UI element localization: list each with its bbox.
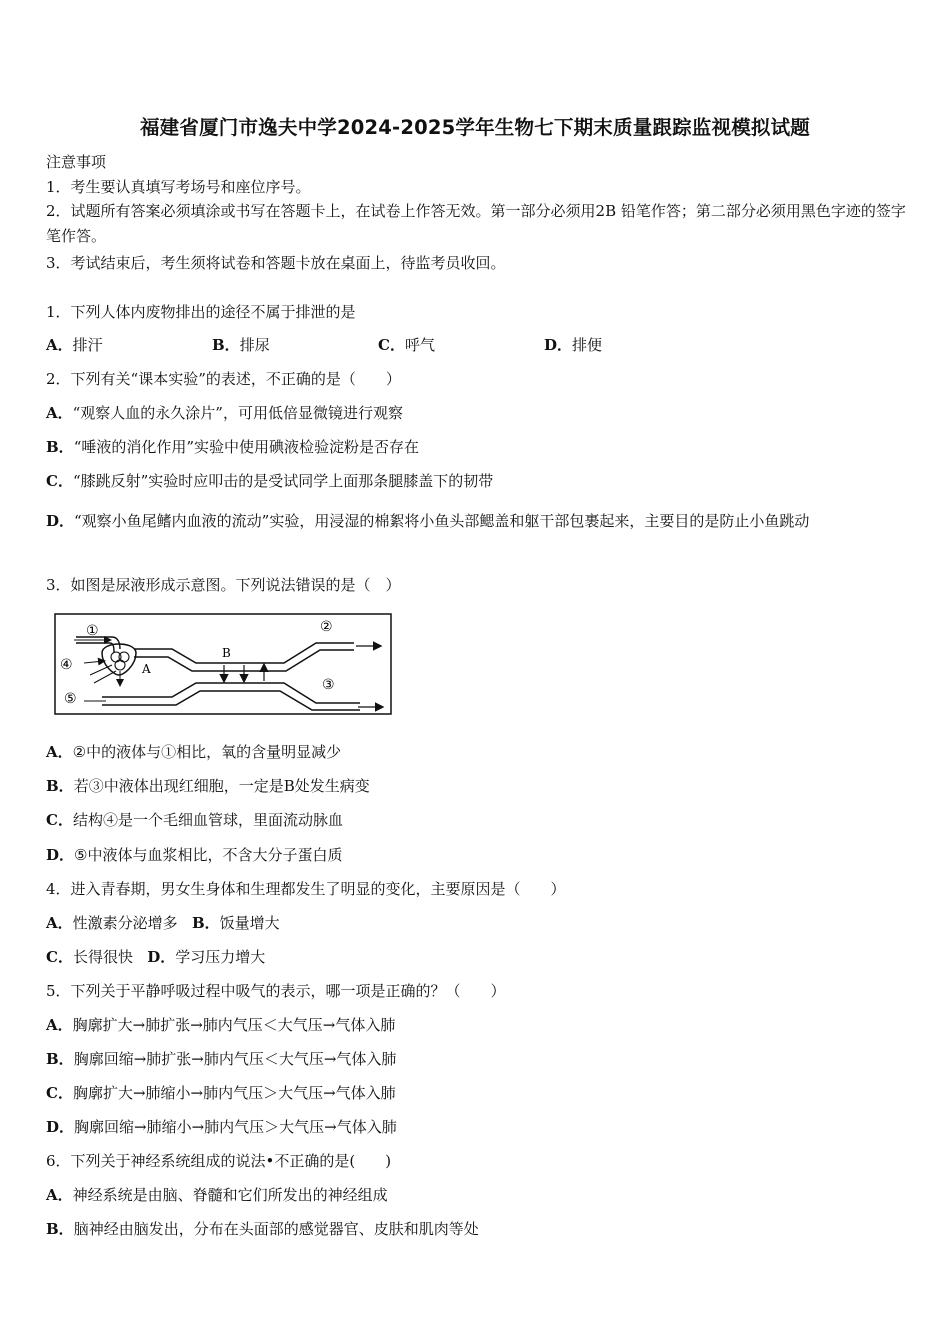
question-1-option-a: A．排汗 — [46, 336, 103, 354]
question-5-option-d: D．胸廓回缩→肺缩小→肺内气压＞大气压→气体入肺 — [46, 1118, 397, 1136]
question-5-option-c: C．胸廓扩大→肺缩小→肺内气压＞大气压→气体入肺 — [46, 1084, 396, 1102]
label-3: ③ — [322, 677, 335, 693]
question-4-option-d: D．学习压力增大 — [147, 948, 266, 966]
label-4: ④ — [60, 657, 73, 673]
page-title: 福建省厦门市逸夫中学2024-2025学年生物七下期末质量跟踪监视模拟试题 — [139, 116, 811, 139]
question-2-stem: 2．下列有关“课本实验”的表述，不正确的是（ ） — [46, 370, 401, 388]
question-3-option-c: C．结构④是一个毛细血管球，里面流动脉血 — [46, 811, 343, 829]
label-a: A — [142, 662, 151, 676]
question-6-stem: 6．下列关于神经系统组成的说法•不正确的是( ) — [46, 1152, 392, 1170]
question-3-option-d: D．⑤中液体与血浆相比，不含大分子蛋白质 — [46, 846, 343, 864]
question-2-option-a: A．“观察人血的永久涂片”，可用低倍显微镜进行观察 — [46, 404, 403, 422]
label-1: ① — [86, 623, 99, 639]
notice-heading: 注意事项 — [46, 153, 107, 171]
notice-item-1: 1．考生要认真填写考场号和座位序号。 — [46, 178, 311, 196]
question-1-option-c: C．呼气 — [378, 336, 435, 354]
notice-item-2: 2．试题所有答案必须填涂或书写在答题卡上，在试卷上作答无效。第一部分必须用2B 铅笔作答；第二部分必须用黑色字迹的签字笔作答。 — [46, 202, 906, 245]
question-4-stem: 4．进入青春期，男女生身体和生理都发生了明显的变化，主要原因是（ ） — [46, 880, 566, 898]
urine-formation-diagram — [54, 613, 392, 715]
question-4-options-row-2 — [46, 947, 265, 967]
question-1-stem: 1．下列人体内废物排出的途径不属于排泄的是 — [46, 303, 356, 321]
question-5-option-a: A．胸廓扩大→肺扩张→肺内气压＜大气压→气体入肺 — [46, 1016, 396, 1034]
question-4-options-row-1 — [46, 913, 280, 933]
label-b: B — [222, 646, 231, 660]
question-3-option-a: A．②中的液体与①相比，氧的含量明显减少 — [46, 743, 342, 761]
question-5-stem: 5．下列关于平静呼吸过程中吸气的表示，哪一项是正确的？（ ） — [46, 982, 506, 1000]
question-2-option-b: B．“唾液的消化作用”实验中使用碘液检验淀粉是否存在 — [46, 438, 420, 456]
question-4-option-a: A．性激素分泌增多 — [46, 914, 178, 932]
notice-item-3: 3．考试结束后，考生须将试卷和答题卡放在桌面上，待监考员收回。 — [46, 254, 506, 272]
question-1-options — [46, 335, 602, 355]
question-6-option-b: B．脑神经由脑发出，分布在头面部的感觉器官、皮肤和肌肉等处 — [46, 1220, 479, 1238]
label-5: ⑤ — [64, 691, 77, 707]
question-3-option-b: B．若③中液体出现红细胞，一定是B处发生病变 — [46, 777, 370, 795]
question-5-option-b: B．胸廓回缩→肺扩张→肺内气压＜大气压→气体入肺 — [46, 1050, 397, 1068]
question-2-option-d: D．“观察小鱼尾鳍内血液的流动”实验，用浸湿的棉絮将小鱼头部鳃盖和躯干部包裹起来，主要目的是防止小鱼跳动 — [46, 512, 810, 530]
question-2-option-c: C．“膝跳反射”实验时应叩击的是受试同学上面那条腿膝盖下的韧带 — [46, 472, 494, 490]
question-1-option-d: D．排便 — [544, 336, 603, 354]
question-4-option-c: C．长得很快 — [46, 948, 133, 966]
label-2: ② — [320, 619, 333, 635]
question-1-option-b: B．排尿 — [212, 336, 270, 354]
question-3-stem: 3．如图是尿液形成示意图。下列说法错误的是（ ） — [46, 576, 401, 594]
question-4-option-b: B．饭量增大 — [191, 914, 280, 932]
question-6-option-a: A．神经系统是由脑、脊髓和它们所发出的神经组成 — [46, 1186, 388, 1204]
